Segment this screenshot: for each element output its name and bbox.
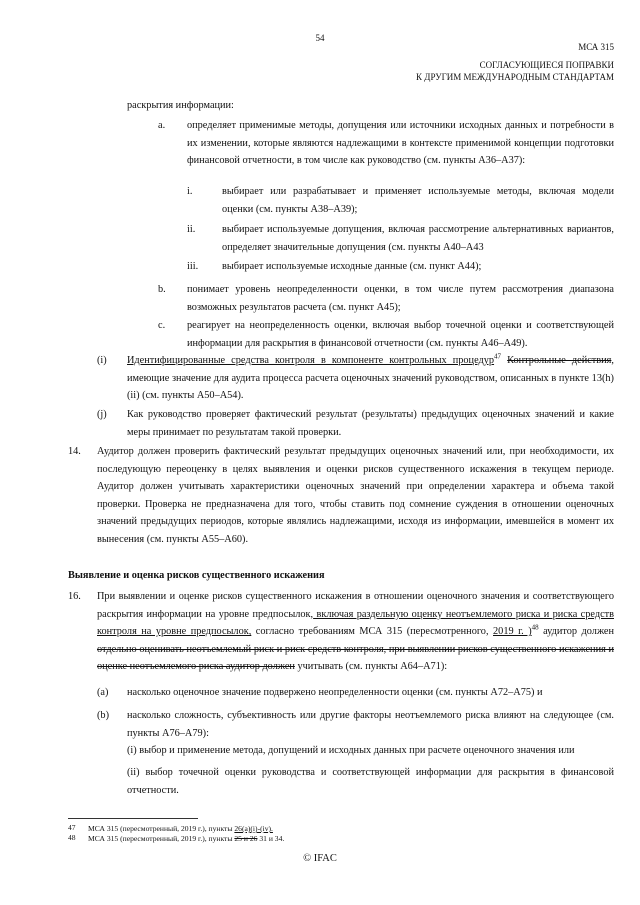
item-b-label: b. <box>158 284 166 295</box>
header-line-1: СОГЛАСУЮЩИЕСЯ ПОПРАВКИ <box>479 60 614 70</box>
footer-copyright: © IFAC <box>303 853 337 864</box>
para-16-b-label: (b) <box>97 710 110 721</box>
item-c-text: реагирует на неопределенность оценки, включая выбор точечной оценки и соответствующей информации для раскрытия в финансовой отчетности (см. пункты A46–A49). <box>187 320 614 349</box>
item-a-i-label: i. <box>187 186 193 197</box>
para-16-inserted-2: 2019 г. ) <box>493 626 532 638</box>
para-16-part-1: При выявлении и оценке рисков существенного искажения в отношении оценочного значения и соответствующего раскрытия информации на уровне предпосылок, <box>97 591 614 620</box>
header-line-2: К ДРУГИМ МЕЖДУНАРОДНЫМ СТАНДАРТАМ <box>416 72 614 82</box>
item-a-label: a. <box>158 120 166 131</box>
footnote-47-number: 47 <box>68 823 76 832</box>
item-i-underlined: Идентифицированные средства контроля в компоненте контрольных процедур <box>127 355 495 366</box>
item-a-text: определяет применимые методы, допущения или источники исходных данных и потребности в их изменении, которые являются надлежащими в контексте применимой концепции подготовки финансовой отчетности, в том числе как руководство (см. пункты A36–A37): <box>187 120 614 167</box>
para-16-part-4: учитывать (см. пункты A64–A71): <box>294 661 448 673</box>
item-a-i-text: выбирает или разрабатывает и применяет используемые методы, включая модели оценки (см. пункты A38–A39); <box>222 186 614 215</box>
footnote-ref-47[interactable]: 47 <box>494 352 502 361</box>
para-16-b-ii-text: (ii) выбор точечной оценки руководства и соответствующей информации для раскрытия в финансовой отчетности. <box>127 767 614 796</box>
para-14-text: Аудитор должен проверить фактический результат предыдущих оценочных значений или, при необходимости, их последующую переоценку в целях выявления и оценки рисков существенного искажения в текущем периоде. Аудитор должен учитывать характеристики оценочных значений при определении характера и объема такой проверки. Проверка не предназначена для того, чтобы ставить под сомнение суждения в отношении оценочных значений предыдущих периодов, которые являлись надлежащими, исходя из информации, имевшейся в момент их вынесения (см. пункты A55–A60). <box>97 446 614 545</box>
footnote-ref-48[interactable]: 48 <box>531 623 539 632</box>
para-16-part-3: аудитор должен <box>538 626 615 638</box>
item-b-text: понимает уровень неопределенности оценки, в том числе путем рассмотрения диапазона возможных результатов расчета (см. пункт A45); <box>187 284 614 313</box>
item-a-iii-text: выбирает используемые исходные данные (см. пункт A44); <box>222 261 482 272</box>
intro-text: раскрытия информации: <box>127 100 234 111</box>
item-i-text <box>127 352 614 405</box>
section-heading: Выявление и оценка рисков существенного искажения <box>68 570 325 581</box>
item-c-label: c. <box>158 320 166 331</box>
para-16-a-label: (a) <box>97 687 109 698</box>
item-j-label: (j) <box>97 409 107 420</box>
para-16-a-text: насколько оценочное значение подвержено неопределенности оценки (см. пункты A72–A75) и <box>127 687 543 698</box>
item-i-rest: , имеющие значение для аудита процесса расчета оценочных значений руководством, описанных в пункте 13(h)(ii) (см. пункты A50–A54). <box>127 355 614 402</box>
para-16-part-2: согласно требованиям МСА 315 (пересмотренного, <box>251 626 494 638</box>
footnote-48-number: 48 <box>68 833 76 842</box>
para-16-deleted: отдельно оценивать неотъемлемый риск и риск средств контроля, при выявлении рисков существенного искажения и оценке неотъемлемого риска аудитор должен <box>97 643 614 673</box>
para-16-number: 16. <box>68 591 81 602</box>
item-i-struck: Контрольные действия <box>507 355 612 366</box>
item-a-iii-label: iii. <box>187 261 199 272</box>
item-a-ii-text: выбирает используемые допущения, включая рассмотрение альтернативных вариантов, определяет значительные допущения (см. пункты A40–A43 <box>222 224 614 253</box>
footnote-47-link[interactable]: 26(a)(i)-(iv). <box>234 824 273 833</box>
item-j-text: Как руководство проверяет фактический результат (результаты) предыдущих оценочных значений и какие меры принимает по результатам такой проверки. <box>127 409 614 438</box>
footnote-47: МСА 315 (пересмотренный, 2019 г.), пункты 26(a)(i)-(iv). <box>88 824 273 833</box>
footnote-48: МСА 315 (пересмотренный, 2019 г.), пункты 25 и 26 31 и 34. <box>88 834 285 843</box>
para-16-text <box>97 588 614 676</box>
para-16-b-i-text: (i) выбор и применение метода, допущений и исходных данных при расчете оценочного значения или <box>127 745 575 756</box>
para-16-inserted-1: включая раздельную оценку неотъемлемого риска и риска средств контроля на уровне предпосылок, <box>97 608 614 638</box>
header-standard: МСА 315 <box>578 42 614 52</box>
footnote-divider <box>68 818 198 819</box>
para-14-number: 14. <box>68 446 81 457</box>
page-number: 54 <box>315 33 325 43</box>
item-a-ii-label: ii. <box>187 224 196 235</box>
item-i-label: (i) <box>97 355 107 366</box>
para-16-b-text: насколько сложность, субъективность или другие факторы неотъемлемого риска влияют на следующее (см. пункты A76–A79): <box>127 710 614 739</box>
